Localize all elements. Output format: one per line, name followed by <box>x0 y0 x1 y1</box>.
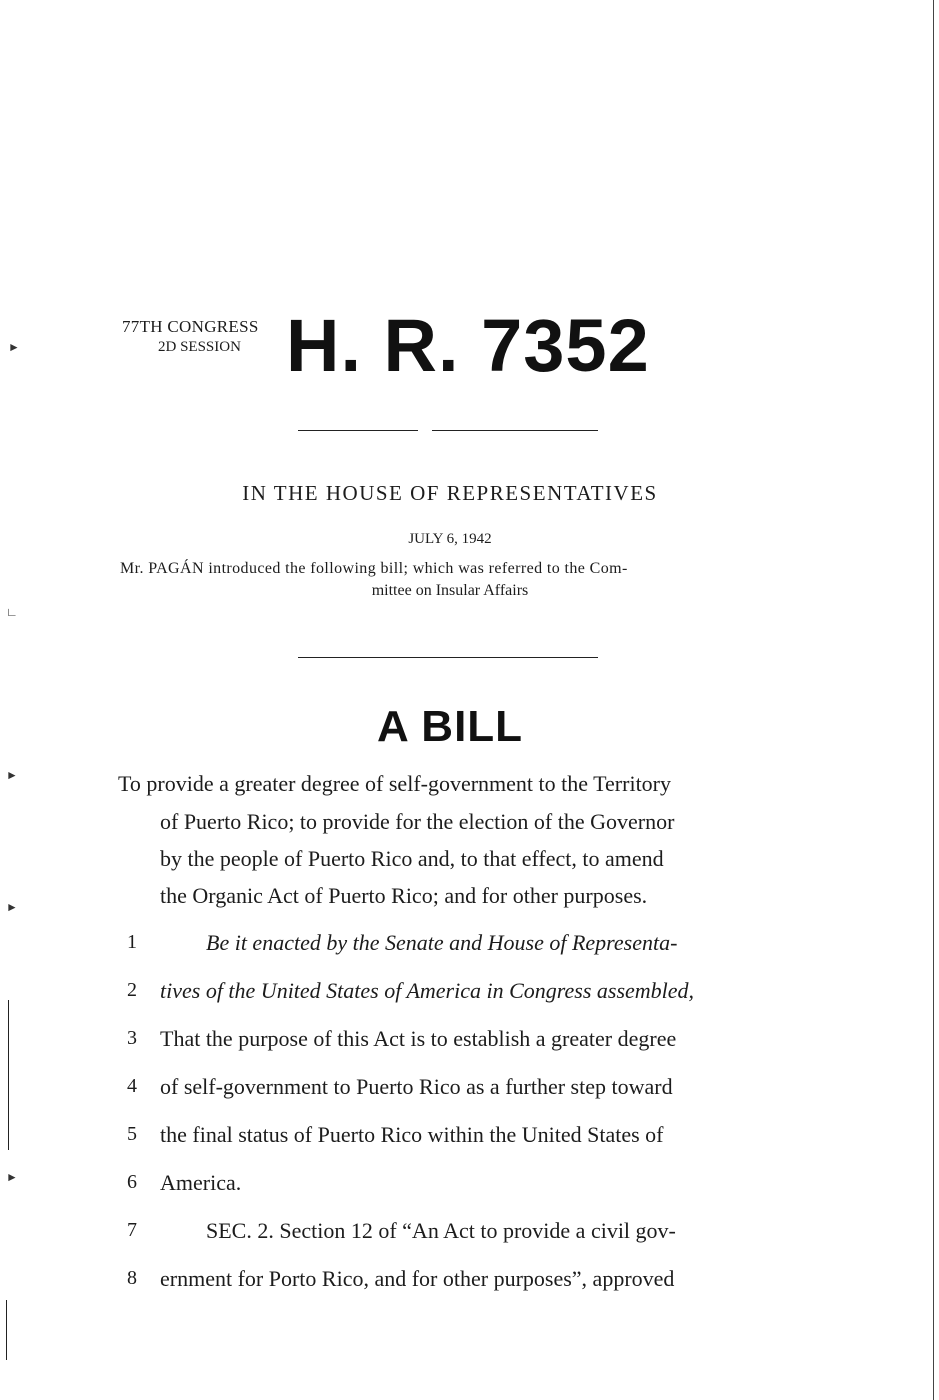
margin-mark: ► <box>6 1170 18 1184</box>
line-number: 7 <box>127 1219 137 1241</box>
purpose-line: by the people of Puerto Rico and, to that effect, to amend <box>160 846 664 871</box>
margin-mark: ► <box>8 340 20 354</box>
binding-mark <box>8 1000 9 1150</box>
chamber-heading: IN THE HOUSE OF REPRESENTATIVES <box>242 481 658 505</box>
session-label: 2D SESSION <box>158 339 241 355</box>
purpose-line: the Organic Act of Puerto Rico; and for other purposes. <box>160 883 648 908</box>
body-line: tives of the United States of America in Congress assembled, <box>160 978 695 1003</box>
margin-mark: ∟ <box>6 605 18 619</box>
binding-mark <box>6 1300 7 1360</box>
line-number: 4 <box>127 1075 137 1097</box>
line-number: 6 <box>127 1171 137 1193</box>
bill-number: H. R. 7352 <box>286 304 650 387</box>
body-line: the final status of Puerto Rico within the United States of <box>160 1122 664 1147</box>
bill-heading: A BILL <box>376 702 524 751</box>
introduction-date: JULY 6, 1942 <box>408 531 492 547</box>
header-divider-left <box>298 430 418 431</box>
congress-label: 77TH CONGRESS <box>122 317 259 336</box>
line-number: 8 <box>127 1267 137 1289</box>
section-divider <box>298 657 598 658</box>
page-edge-line <box>933 0 934 1400</box>
body-line: ernment for Porto Rico, and for other purposes”, approved <box>160 1266 675 1291</box>
header-divider-right <box>432 430 598 431</box>
line-number: 3 <box>127 1027 137 1049</box>
introduction-text-line-2: mittee on Insular Affairs <box>371 582 529 599</box>
body-line: SEC. 2. Section 12 of “An Act to provide a civil gov- <box>206 1218 676 1243</box>
body-line: That the purpose of this Act is to establish a greater degree <box>160 1026 677 1051</box>
line-number: 5 <box>127 1123 137 1145</box>
line-number: 1 <box>127 931 137 953</box>
purpose-line: of Puerto Rico; to provide for the election of the Governor <box>160 809 675 834</box>
body-line: of self-government to Puerto Rico as a further step toward <box>160 1074 673 1099</box>
body-line: America. <box>160 1170 242 1195</box>
margin-mark: ► <box>6 768 18 782</box>
introduction-text-line-1: Mr. PAGÁN introduced the following bill; which was referred to the Com- <box>120 560 628 577</box>
margin-mark: ► <box>6 900 18 914</box>
line-number: 2 <box>127 979 137 1001</box>
purpose-line: To provide a greater degree of self-government to the Territory <box>118 771 672 796</box>
body-line: Be it enacted by the Senate and House of Representa- <box>206 930 678 955</box>
